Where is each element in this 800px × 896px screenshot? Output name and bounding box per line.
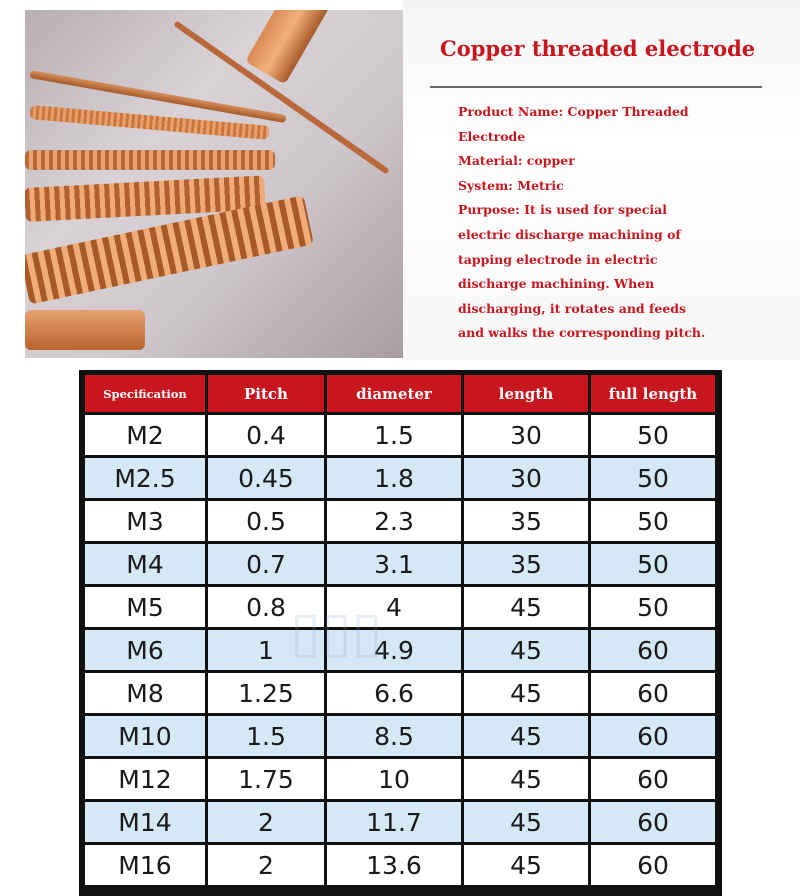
table-row xyxy=(85,630,715,670)
spec-table xyxy=(82,372,718,888)
cell-diameter: 4.9 xyxy=(327,630,461,670)
table-row xyxy=(85,501,715,541)
product-photo xyxy=(25,10,403,358)
table-row xyxy=(85,802,715,842)
description-line: discharge machining. When xyxy=(458,276,655,292)
description-line: tapping electrode in electric xyxy=(458,251,658,267)
description-line: Purpose: It is used for special xyxy=(458,202,667,218)
cell-pitch: 1 xyxy=(208,630,324,670)
cell-specification: M3 xyxy=(85,501,205,541)
description-line: electric discharge machining of xyxy=(458,226,681,242)
cell-specification: M2.5 xyxy=(85,458,205,498)
cell-length: 45 xyxy=(464,587,588,627)
cell-full-length: 60 xyxy=(591,673,715,713)
cell-specification: M10 xyxy=(85,716,205,756)
cell-pitch: 0.8 xyxy=(208,587,324,627)
cell-specification: M6 xyxy=(85,630,205,670)
cell-pitch: 1.75 xyxy=(208,759,324,799)
spec-table-frame xyxy=(79,370,722,896)
cell-length: 45 xyxy=(464,802,588,842)
cell-pitch: 2 xyxy=(208,802,324,842)
cell-diameter: 10 xyxy=(327,759,461,799)
cell-specification: M8 xyxy=(85,673,205,713)
cell-specification: M2 xyxy=(85,415,205,455)
table-row xyxy=(85,845,715,885)
product-description xyxy=(458,100,758,346)
cell-full-length: 50 xyxy=(591,544,715,584)
cell-full-length: 60 xyxy=(591,630,715,670)
column-header-length: length xyxy=(464,375,588,412)
cell-length: 35 xyxy=(464,501,588,541)
cell-length: 45 xyxy=(464,630,588,670)
cell-length: 45 xyxy=(464,845,588,885)
column-header-specification: Specification xyxy=(85,375,205,412)
cell-diameter: 4 xyxy=(327,587,461,627)
cell-pitch: 1.5 xyxy=(208,716,324,756)
cell-full-length: 50 xyxy=(591,501,715,541)
column-header-full-length: full length xyxy=(591,375,715,412)
cell-full-length: 50 xyxy=(591,415,715,455)
cell-pitch: 0.4 xyxy=(208,415,324,455)
table-row xyxy=(85,458,715,498)
cell-specification: M14 xyxy=(85,802,205,842)
description-line: and walks the corresponding pitch. xyxy=(458,325,706,341)
cell-length: 35 xyxy=(464,544,588,584)
column-header-diameter: diameter xyxy=(327,375,461,412)
table-row xyxy=(85,587,715,627)
cell-diameter: 3.1 xyxy=(327,544,461,584)
cell-specification: M5 xyxy=(85,587,205,627)
description-line: discharging, it rotates and feeds xyxy=(458,300,687,316)
copper-rod xyxy=(25,150,275,170)
title-divider xyxy=(430,86,762,88)
cell-full-length: 60 xyxy=(591,802,715,842)
description-line: Electrode xyxy=(458,128,526,144)
cell-diameter: 2.3 xyxy=(327,501,461,541)
cell-full-length: 60 xyxy=(591,759,715,799)
cell-pitch: 1.25 xyxy=(208,673,324,713)
copper-rod xyxy=(245,10,330,84)
page-title: Copper threaded electrode xyxy=(440,36,756,61)
cell-diameter: 11.7 xyxy=(327,802,461,842)
cell-full-length: 60 xyxy=(591,845,715,885)
description-line: Material: copper xyxy=(458,153,575,169)
table-row xyxy=(85,716,715,756)
table-row xyxy=(85,544,715,584)
table-header-row xyxy=(85,375,715,412)
cell-length: 30 xyxy=(464,415,588,455)
table-row xyxy=(85,759,715,799)
table-body xyxy=(85,415,715,885)
cell-length: 30 xyxy=(464,458,588,498)
table-row xyxy=(85,415,715,455)
table-row xyxy=(85,673,715,713)
cell-diameter: 1.5 xyxy=(327,415,461,455)
cell-length: 45 xyxy=(464,759,588,799)
cell-pitch: 0.45 xyxy=(208,458,324,498)
description-line: System: Metric xyxy=(458,177,564,193)
description-line: Product Name: Copper Threaded xyxy=(458,104,689,119)
cell-diameter: 13.6 xyxy=(327,845,461,885)
cell-specification: M4 xyxy=(85,544,205,584)
cell-pitch: 0.5 xyxy=(208,501,324,541)
cell-full-length: 50 xyxy=(591,458,715,498)
cell-full-length: 60 xyxy=(591,716,715,756)
cell-length: 45 xyxy=(464,673,588,713)
copper-rod xyxy=(25,310,145,350)
cell-diameter: 6.6 xyxy=(327,673,461,713)
cell-pitch: 2 xyxy=(208,845,324,885)
cell-pitch: 0.7 xyxy=(208,544,324,584)
cell-full-length: 50 xyxy=(591,587,715,627)
cell-length: 45 xyxy=(464,716,588,756)
cell-diameter: 8.5 xyxy=(327,716,461,756)
column-header-pitch: Pitch xyxy=(208,375,324,412)
cell-specification: M16 xyxy=(85,845,205,885)
cell-specification: M12 xyxy=(85,759,205,799)
cell-diameter: 1.8 xyxy=(327,458,461,498)
